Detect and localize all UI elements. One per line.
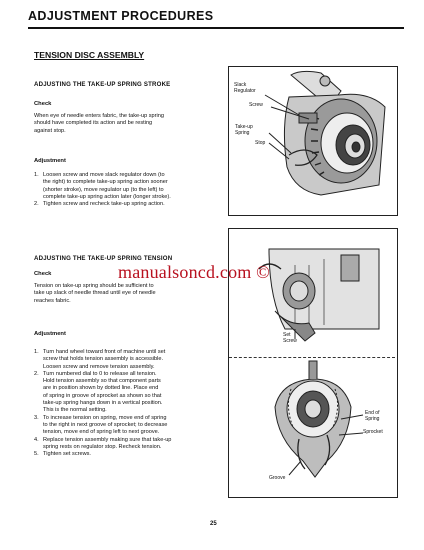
text-line: Set bbox=[283, 332, 291, 338]
text-line: Slack bbox=[234, 82, 247, 88]
step-number: 2. bbox=[34, 201, 39, 208]
text-line: When eye of needle enters fabric, the take-up spring bbox=[34, 113, 164, 119]
step-number: 5. bbox=[34, 451, 39, 458]
stroke-check-label: Check bbox=[34, 101, 52, 107]
tension-heading: ADJUSTING THE TAKE-UP SPRING TENSION bbox=[34, 255, 173, 262]
text-line: Take-up bbox=[235, 124, 253, 130]
text-line: Tension on take-up spring should be sufficient to bbox=[34, 283, 154, 289]
list-item bbox=[34, 437, 171, 452]
step-number: 4. bbox=[34, 436, 39, 443]
list-item bbox=[34, 201, 171, 208]
text-line: Spring bbox=[365, 415, 380, 422]
text-line: Turn numbered dial to 0 to release all tension. bbox=[43, 370, 157, 377]
text-line: take up slack of needle thread until eye of needle bbox=[34, 290, 156, 297]
text-line: Spring bbox=[235, 129, 250, 136]
text-line: Hold tension assembly so that component parts bbox=[43, 378, 161, 385]
step-number: 2. bbox=[34, 370, 39, 377]
label-takeup-spring bbox=[235, 125, 253, 136]
text-line: should have completed its action and be resting bbox=[34, 120, 153, 127]
list-item bbox=[34, 349, 171, 371]
text-line: End of bbox=[365, 410, 380, 416]
text-line: This is the normal setting. bbox=[43, 407, 107, 414]
label-stop: Stop bbox=[255, 140, 266, 146]
step-number: 1. bbox=[34, 172, 39, 178]
text-line: Loosen screw and remove tension assembly. bbox=[43, 363, 155, 370]
list-item bbox=[34, 371, 171, 415]
text-line: to the right in next groove of sprocket; to decrease bbox=[43, 421, 168, 428]
text-line: against stop. bbox=[34, 127, 66, 134]
stroke-check-text bbox=[34, 113, 164, 135]
text-line: screw that holds tension assembly is accessible. bbox=[43, 356, 164, 363]
text-line: To increase tension on spring, move end of spring bbox=[43, 414, 167, 421]
label-slack-regulator bbox=[234, 83, 256, 94]
figure-divider bbox=[229, 357, 395, 358]
text-line: Screw bbox=[283, 337, 297, 344]
stroke-adjust-label: Adjustment bbox=[34, 158, 66, 164]
tension-steps bbox=[34, 349, 171, 458]
label-end-of-spring bbox=[365, 411, 379, 422]
page-number: 25 bbox=[210, 521, 217, 527]
text-line: Turn hand wheel toward front of machine until set bbox=[43, 349, 166, 355]
stroke-steps bbox=[34, 172, 171, 208]
text-line: Tighten screw and recheck take-up spring action. bbox=[43, 201, 165, 208]
step-number: 3. bbox=[34, 414, 39, 421]
text-line: complete take-up spring action later (longer stroke). bbox=[43, 193, 171, 200]
section-title: TENSION DISC ASSEMBLY bbox=[34, 50, 145, 60]
page-header-title: ADJUSTMENT PROCEDURES bbox=[28, 9, 214, 23]
figure-takeup-stroke bbox=[228, 66, 398, 216]
text-line: Replace tension assembly making sure that take-up bbox=[43, 436, 172, 443]
text-line: tension, move end of spring left to next groove. bbox=[43, 429, 160, 436]
tension-adjust-label: Adjustment bbox=[34, 331, 66, 337]
label-groove: Groove bbox=[269, 475, 286, 481]
text-line: Tighten set screws. bbox=[43, 451, 91, 458]
list-item bbox=[34, 451, 171, 458]
header-rule bbox=[28, 27, 404, 29]
label-screw: Screw bbox=[249, 102, 263, 108]
list-item bbox=[34, 415, 171, 437]
list-item bbox=[34, 172, 171, 201]
text-line: Regulator bbox=[234, 87, 256, 94]
text-line: of spring in groove of sprocket as shown so that bbox=[43, 392, 162, 399]
watermark: manualsoncd.com © bbox=[118, 262, 271, 282]
text-line: are in position shown by dotted line. Place end bbox=[43, 385, 159, 392]
text-line: spring rests on regulator stop. Recheck tension. bbox=[43, 443, 162, 450]
text-line: reaches fabric. bbox=[34, 297, 71, 304]
text-line: Loosen screw and move slack regulator down (to bbox=[43, 172, 165, 178]
text-line: take-up spring hangs down in a vertical position. bbox=[43, 400, 163, 407]
label-sprocket: Sprocket bbox=[363, 429, 383, 435]
tension-check-text bbox=[34, 283, 156, 305]
stroke-heading: ADJUSTING THE TAKE-UP SPRING STROKE bbox=[34, 81, 171, 88]
tension-check-label: Check bbox=[34, 271, 52, 277]
step-number: 1. bbox=[34, 349, 39, 355]
label-set-screw bbox=[283, 333, 297, 344]
text-line: the right) to complete take-up spring action sooner bbox=[43, 179, 168, 186]
text-line: (shorter stroke), move regulator up (to the left) to bbox=[43, 186, 164, 193]
